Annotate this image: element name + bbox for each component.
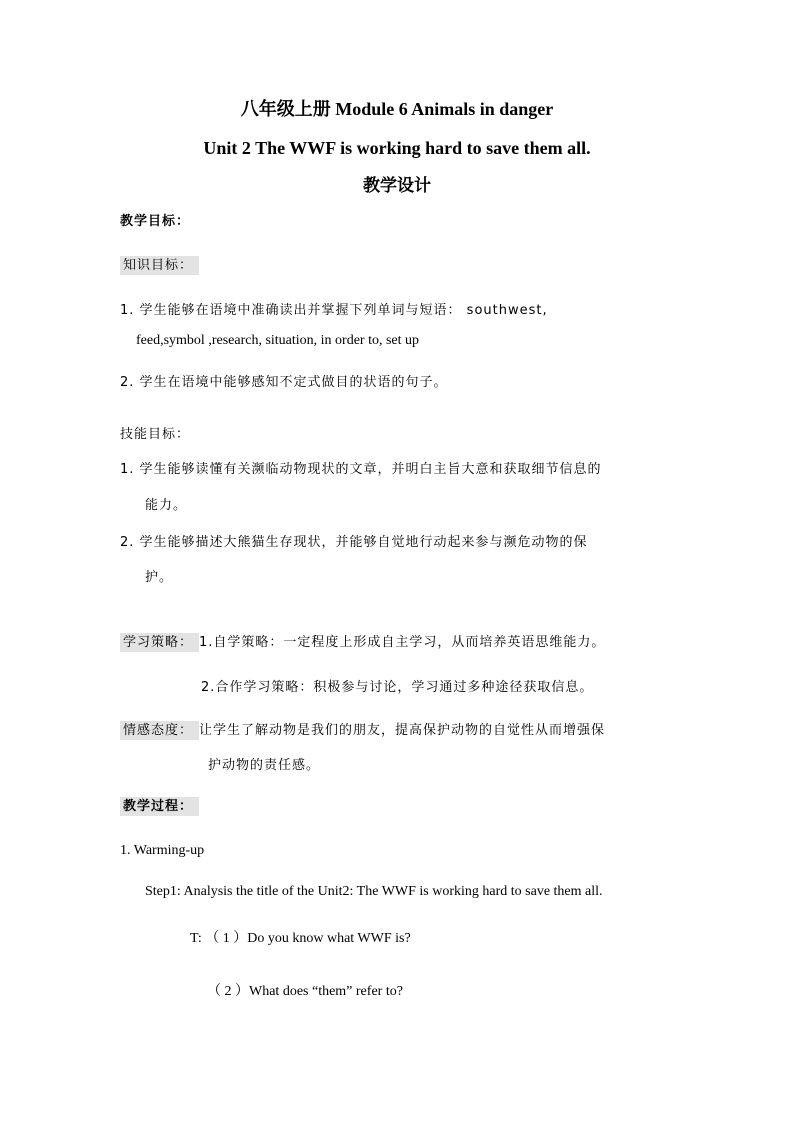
knowledge-item-1: 1. 学生能够在语境中准确读出并掌握下列单词与短语： southwest, bbox=[120, 303, 548, 318]
section-teaching-goals: 教学目标： bbox=[120, 214, 191, 229]
step-1: Step1: Analysis the title of the Unit2: The WWF is working hard to save them all. bbox=[145, 884, 603, 899]
emotion-label: 情感态度： bbox=[120, 721, 199, 740]
process-item-1: 1. Warming-up bbox=[120, 843, 205, 858]
emotion-text: 让学生了解动物是我们的朋友，提高保护动物的自觉性从而增强保 bbox=[199, 723, 606, 738]
skill-item-2-cont: 护。 bbox=[145, 570, 174, 585]
knowledge-goals-highlight: 知识目标： bbox=[120, 256, 199, 275]
title-unit: Unit 2 The WWF is working hard to save them all. bbox=[203, 138, 591, 158]
strategy-row-1 bbox=[120, 633, 605, 653]
knowledge-goals-label bbox=[120, 256, 199, 276]
emotion-text-cont: 护动物的责任感。 bbox=[208, 758, 321, 773]
knowledge-item-1-words: feed,symbol ,research, situation, in order to, set up bbox=[136, 333, 420, 348]
skill-item-2: 2. 学生能够描述大熊猫生存现状，并能够自觉地行动起来参与濒危动物的保 bbox=[120, 535, 588, 550]
question-1: T: （ 1 ）Do you know what WWF is? bbox=[190, 931, 411, 946]
question-2: （ 2 ）What does “them” refer to? bbox=[207, 984, 403, 999]
title-module: 八年级上册 Module 6 Animals in danger bbox=[240, 99, 554, 119]
title-design: 教学设计 bbox=[363, 176, 431, 196]
strategy-item-2: 2.合作学习策略：积极参与讨论，学习通过多种途径获取信息。 bbox=[201, 680, 594, 695]
skill-item-1: 1. 学生能够读懂有关濒临动物现状的文章，并明白主旨大意和获取细节信息的 bbox=[120, 462, 602, 477]
skill-item-1-cont: 能力。 bbox=[145, 498, 188, 513]
emotion-row-1 bbox=[120, 721, 605, 741]
process-label-row bbox=[120, 797, 199, 817]
strategy-label: 学习策略： bbox=[120, 633, 199, 652]
process-label: 教学过程： bbox=[120, 797, 199, 816]
strategy-item-1: 1.自学策略：一定程度上形成自主学习，从而培养英语思维能力。 bbox=[199, 635, 606, 650]
knowledge-item-2: 2. 学生在语境中能够感知不定式做目的状语的句子。 bbox=[120, 375, 448, 390]
skill-goals-label: 技能目标： bbox=[120, 427, 191, 442]
